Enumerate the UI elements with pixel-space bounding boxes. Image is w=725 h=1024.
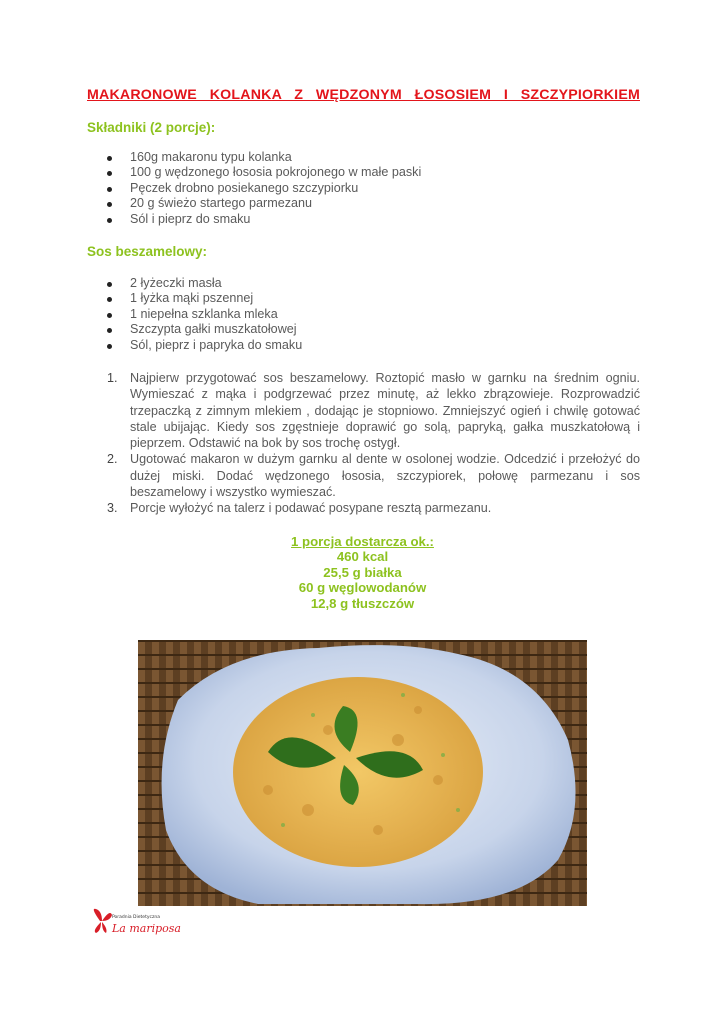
bullet-icon [107, 328, 112, 333]
list-item: 100 g wędzonego łososia pokrojonego w małe paski [87, 165, 421, 180]
recipe-title: MAKARONOWE KOLANKA Z WĘDZONYM ŁOSOSIEM I SZCZYPIORKIEM [87, 87, 640, 103]
step-item: 1. Najpierw przygotować sos beszamelowy. Roztopić masło w garnku na średnim ogniu. Wymieszać z mąka i podgrzewać przez minutę, aż lekko zbrązowieje. Rozprowadzić trzepaczką z zimnym mlekiem , dodając je stopniowo. Zmniejszyć ogień i chwilę gotować stale ubijając. Kiedy sos zgęstnieje doprawić go solą, papryką, gałka muszkatołową i pieprzem. Odstawić na bok by sos trochę ostygł. [107, 371, 640, 451]
nutrition-line: 460 kcal [336, 549, 389, 565]
nutrition-line: 25,5 g białka [323, 564, 402, 580]
list-item: Szczypta gałki muszkatołowej [87, 322, 302, 337]
ingredients-heading: Składniki (2 porcje): [87, 120, 216, 135]
step-item: 2. Ugotować makaron w dużym garnku al dente w osolonej wodzie. Odcedzić i przełożyć do dużej miski. Dodać wędzonego łososia, szczypiorek, połowę parmezanu i sos beszamelowy i wszystko wymieszać. [107, 452, 640, 500]
list-item: 1 niepełna szklanka mleka [87, 307, 302, 322]
nutrition-heading: 1 porcja dostarcza ok.: [291, 534, 434, 549]
logo-name: Poradnia Dietetyczna [112, 915, 160, 920]
list-item: Sól, pieprz i papryka do smaku [87, 338, 302, 353]
logo-script: La mariposa [112, 922, 181, 935]
bullet-icon [107, 313, 112, 318]
bullet-icon [107, 282, 112, 287]
step-item: 3. Porcje wyłożyć na talerz i podawać posypane resztą parmezanu. [107, 501, 492, 516]
list-item: 1 łyżka mąki pszennej [87, 291, 302, 306]
bullet-icon [107, 156, 112, 161]
list-item: 160g makaronu typu kolanka [87, 150, 421, 165]
list-item: Sól i pieprz do smaku [87, 212, 421, 227]
list-item: Pęczek drobno posiekanego szczypiorku [87, 181, 421, 196]
sauce-list [87, 276, 302, 353]
bullet-icon [107, 297, 112, 302]
nutrition-line: 12,8 g tłuszczów [310, 595, 415, 611]
nutrition-info [0, 534, 725, 611]
bullet-icon [107, 218, 112, 223]
list-item: 2 łyżeczki masła [87, 276, 302, 291]
preparation-steps [87, 370, 640, 517]
ingredients-list [87, 150, 421, 227]
bullet-icon [107, 171, 112, 176]
nutrition-line: 60 g węglowodanów [298, 580, 427, 596]
list-item: 20 g świeżo startego parmezanu [87, 196, 421, 211]
bullet-icon [107, 202, 112, 207]
dish-photo [138, 640, 587, 906]
bullet-icon [107, 344, 112, 349]
bullet-icon [107, 187, 112, 192]
sauce-heading: Sos beszamelowy: [87, 244, 208, 259]
